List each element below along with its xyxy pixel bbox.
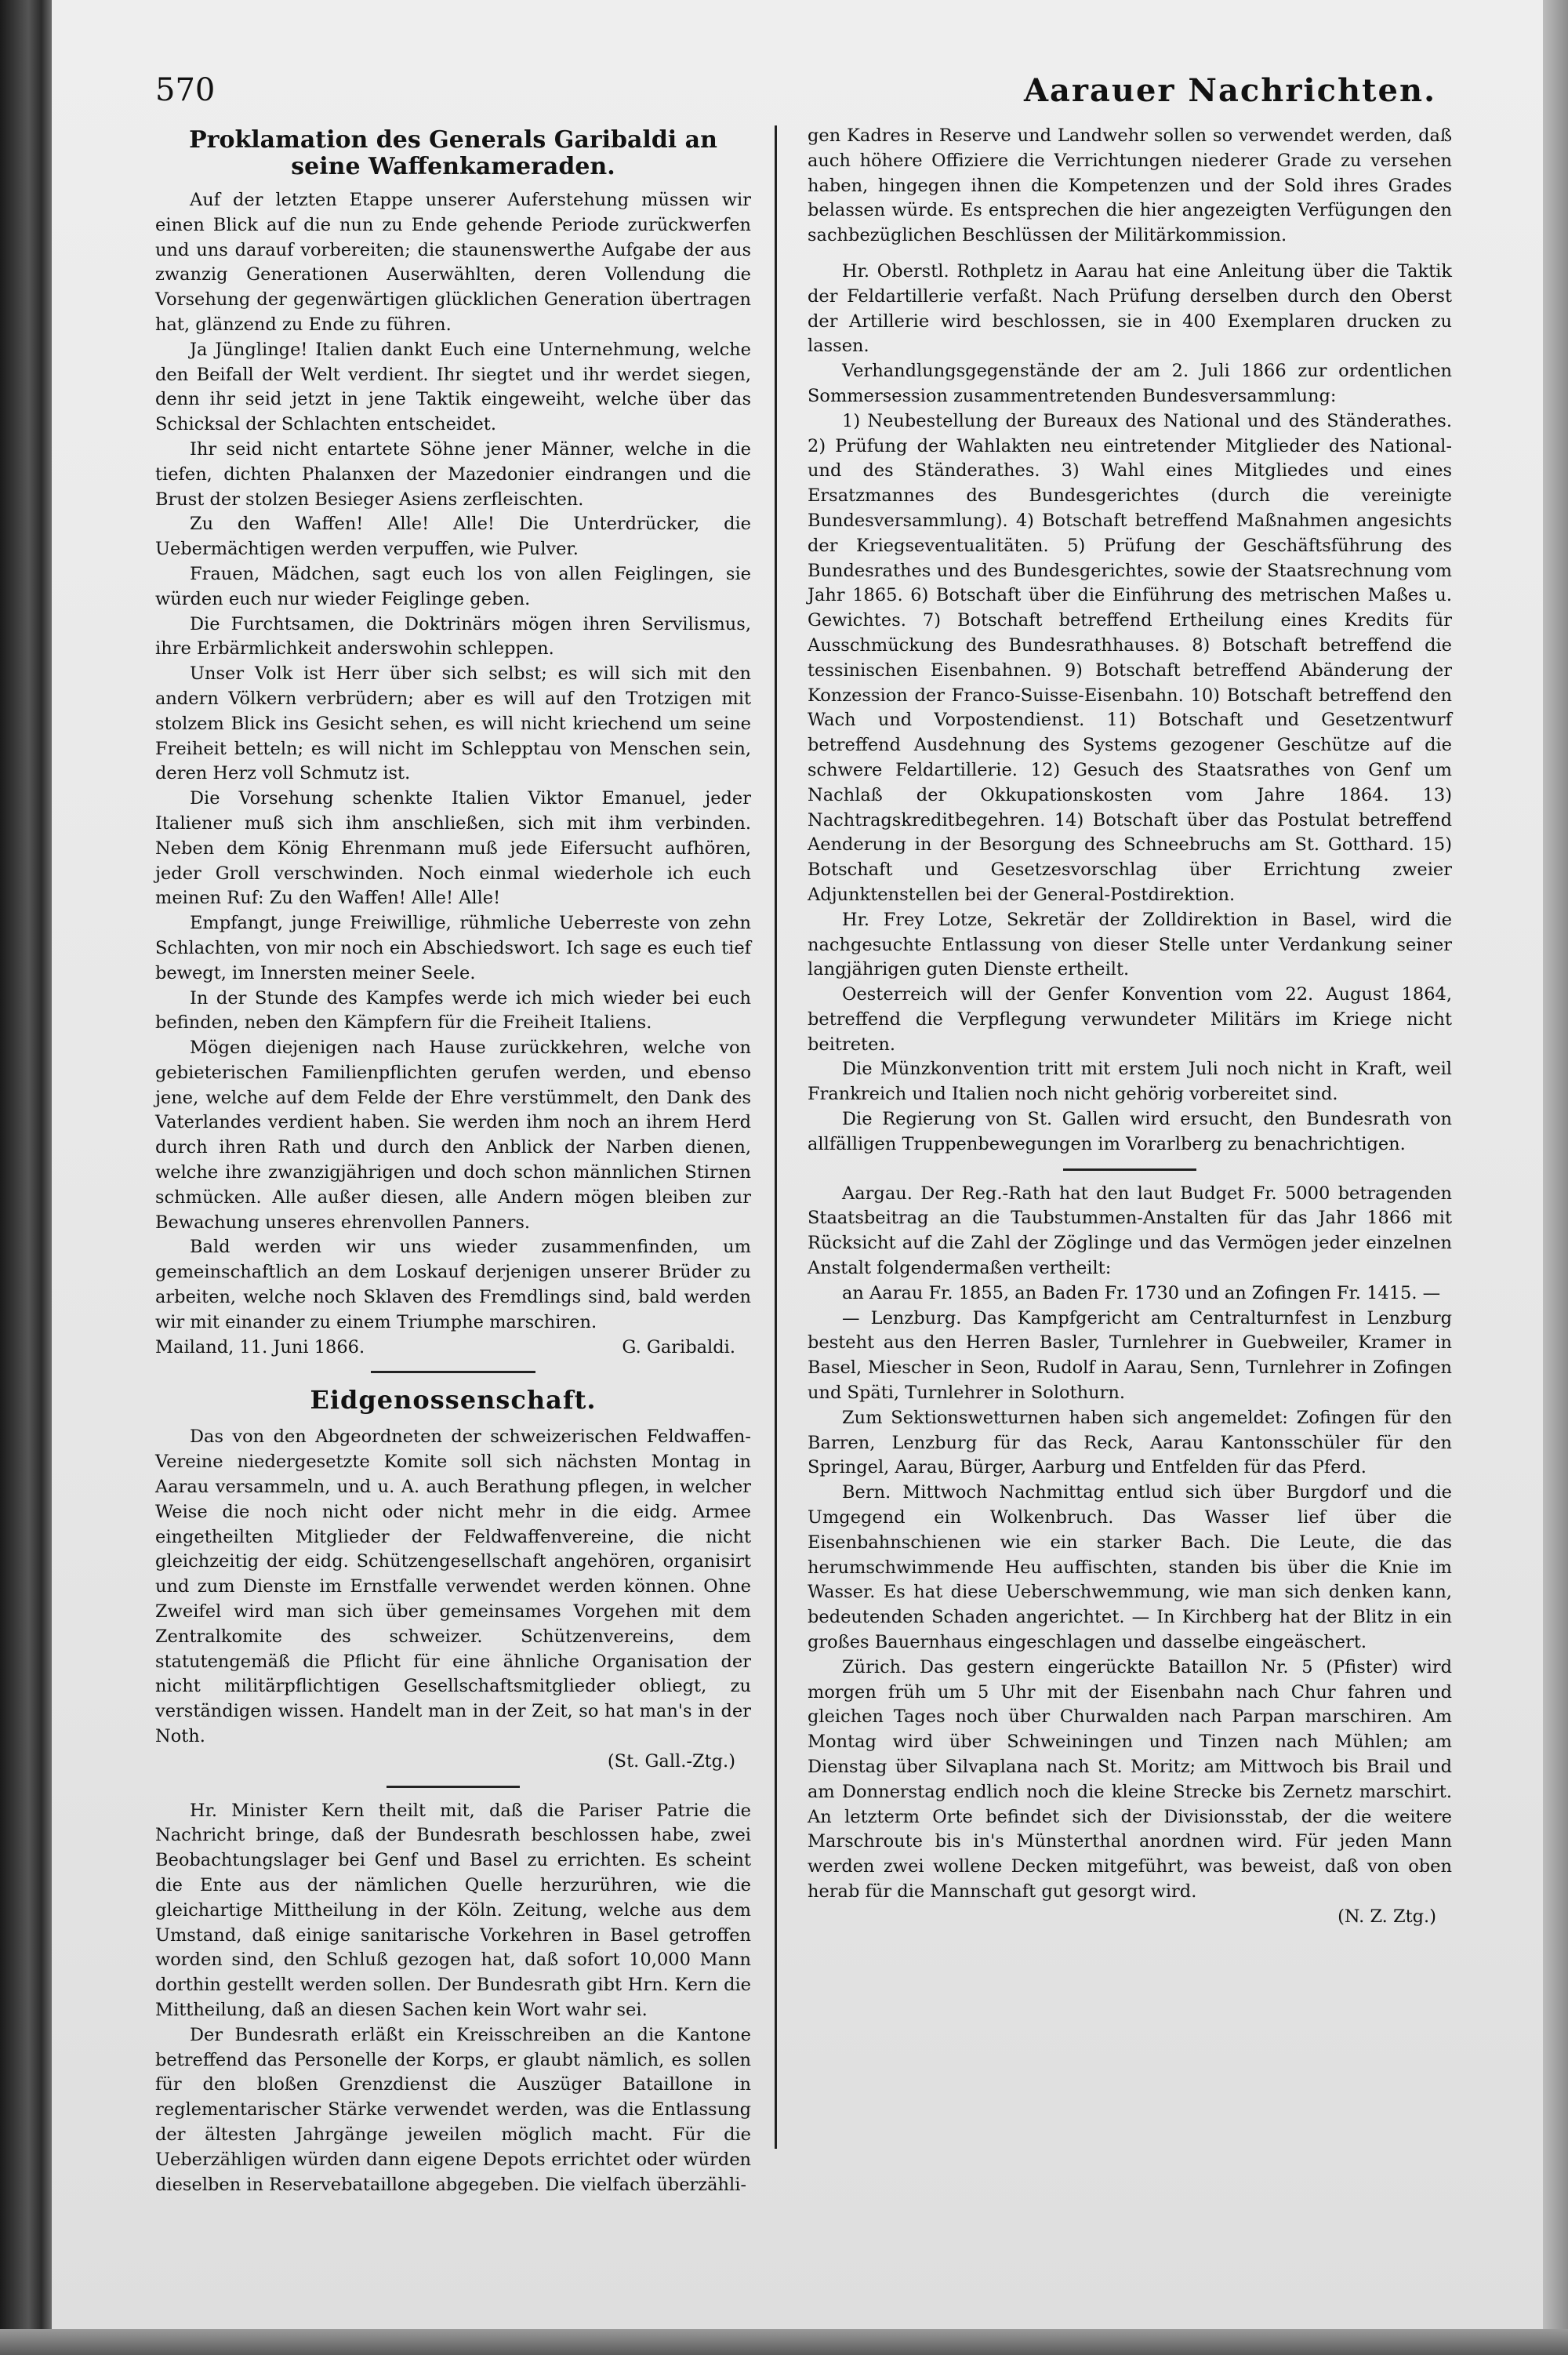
article-paragraph: Hr. Oberstl. Rothpletz in Aarau hat eine Anleitung über die Taktik der Feldartillerie verfaßt. Nach Prüfung derselben durch den Oberst der Artillerie wird beschlossen, sie in 400 Exemplaren drucken zu lassen. xyxy=(808,260,1452,357)
book-spine xyxy=(0,0,52,2355)
proclamation-paragraph: Zu den Waffen! Alle! Alle! Die Unterdrücker, die Uebermächtigen werden verpuffen, wie Pulver. xyxy=(155,514,751,560)
article-continuation: gen Kadres in Reserve und Landwehr sollen so verwendet werden, daß auch höhere Offiziere die Verrichtungen niederer Grade zu versehen haben, hingegen ihnen die Kompetenzen und der Sold ihres Grades belassen würde. Es entsprechen die hier angezeigten Verfügungen den sachbezüglichen Beschlüssen der Militärkommission. xyxy=(808,125,1452,246)
article-paragraph: Die Regierung von St. Gallen wird ersucht, den Bundesrath von allfälligen Truppenbewegungen im Vorarlberg zu benachrichtigen. xyxy=(808,1109,1452,1154)
masthead-title: Aarauer Nachrichten. xyxy=(1023,72,1436,109)
proclamation-paragraph: Unser Volk ist Herr über sich selbst; es will sich mit den andern Völkern verbrüdern; aber es will auf den Trotzigen mit stolzem Blick ins Gesicht sehen, es will nicht kriechend um seine Freiheit betteln; es will nicht im Schlepptau von Menschen sein, deren Herz voll Schmutz ist. xyxy=(155,663,751,784)
proclamation-heading: Proklamation des Generals Garibaldi an seine Waffenkameraden. xyxy=(189,126,717,180)
article-source: (N. Z. Ztg.) xyxy=(1338,1906,1436,1927)
article-paragraph: Der Bundesrath erläßt ein Kreisschreiben an die Kantone betreffend das Personelle der Korps, er glaubt nämlich, es sollen für den bloßen Grenzdienst die Auszüger Bataillone in reglementarischer Stärke verwendet werden, was die Entlassung der ältesten Jahrgänge jeweilen möglich macht. Für die Ueberzähligen würden dann eigene Depots errichtet oder würden dieselben in Reservebataillone abgegeben. Die vielfach überzähli- xyxy=(155,2024,751,2195)
article-paragraph-bern: Bern. Mittwoch Nachmittag entlud sich über Burgdorf und die Umgegend ein Wolkenbruch. Das Wasser lief über die Eisenbahnschienen wie ein starker Bach. Die Leute, die das herumschwimmende Heu auffischten, standen bis über die Knie im Wasser. Es hat diese Ueberschwemmung, wie man sich denken kann, bedeutenden Schaden angerichtet. — In Kirchberg hat der Blitz in ein großes Bauernhaus eingeschlagen und dasselbe eingeäschert. xyxy=(808,1482,1452,1653)
article-paragraph-zuerich: Zürich. Das gestern eingerückte Bataillon Nr. 5 (Pfister) wird morgen früh um 5 Uhr mit der Eisenbahn nach Chur fahren und gleichen Tages noch über Churwalden nach Parpan marschiren. Am Montag wird über Schweiningen und Tinzen nach Mühlen; am Dienstag über Silvaplana nach St. Moritz; am Mittwoch bis Brail und am Donnerstag endlich noch die kleine Strecke bis Zernetz marschirt. An letzterm Orte befindet sich der Divisionsstab, der die weitere Marschroute bis in's Münsterthal anordnen wird. Für jeden Mann werden zwei wollene Decken mitgeführt, was beweist, daß von oben herab für die Mannschaft gut gesorgt wird. xyxy=(808,1656,1452,1902)
proclamation-paragraph: Die Furchtsamen, die Doktrinärs mögen ihren Servilismus, ihre Erbärmlichkeit anderswohin schleppen. xyxy=(155,613,751,660)
page-bottom-edge xyxy=(0,2329,1568,2355)
proclamation-paragraph: Empfangt, junge Freiwillige, rühmliche Ueberreste von zehn Schlachten, von mir noch ein Abschiedswort. Ich sage es euch tief bewegt, im Innersten meiner Seele. xyxy=(155,913,751,983)
proclamation-paragraph: Mögen diejenigen nach Hause zurückkehren, welche von gebieterischen Familienpflichten gerufen werden, und ebenso jene, welche auf dem Felde der Ehre verstümmelt, den Dank des Vaterlandes verdient haben. Sie werden ihm noch an ihrem Herd durch ihren Rath und durch den Anblick der Narben dienen, welche ihre zwanzigjährigen und doch schon männlichen Stirnen schmücken. Alle außer diesen, alle Andern mögen bleiben zur Bewachung unseres ehrenvollen Panners. xyxy=(155,1038,751,1233)
article-paragraph: Hr. Frey Lotze, Sekretär der Zolldirektion in Basel, wird die nachgesuchte Entlassung von dieser Stelle unter Verdankung seiner langjährigen guten Dienste ertheilt. xyxy=(808,909,1452,980)
article-separator xyxy=(1063,1168,1196,1171)
article-paragraph: an Aarau Fr. 1855, an Baden Fr. 1730 und an Zofingen Fr. 1415. — xyxy=(842,1282,1441,1303)
right-column xyxy=(808,124,1452,1930)
proclamation-paragraph: Frauen, Mädchen, sagt euch los von allen Feiglingen, sie würden euch nur wieder Feiglinge geben. xyxy=(155,563,751,609)
page-number: 570 xyxy=(155,72,216,108)
agenda-list: 1) Neubestellung der Bureaux des National und des Ständerathes. 2) Prüfung der Wahlakten neu eintretender Mitglieder des National- und des Ständerathes. 3) Wahl eines Mitgliedes und eines Ersatzmannes des Bundesgerichtes (durch die vereinigte Bundesversammlung). 4) Botschaft betreffend Maßnahmen angesichts der Kriegseventualitäten. 5) Prüfung der Geschäftsführung des Bundesrathes und des Bundesgerichtes, sowie der Staatsrechnung vom Jahr 1865. 6) Botschaft über die Einführung des metrischen Maßes u. Gewichtes. 7) Botschaft betreffend Ertheilung eines Kredits für Ausschmückung des Bundesrathhauses. 8) Botschaft betreffend die tessinischen Eisenbahnen. 9) Botschaft betreffend Abänderung der Konzession der Franco-Suisse-Eisenbahn. 10) Botschaft betreffend den Wach und Vorpostendienst. 11) Botschaft und Gesetzentwurf betreffend Ausdehnung des Systems gezogener Geschütze auf die schwere Feldartillerie. 12) Gesuch des Staatsrathes von Genf um Nachlaß der Okkupationskosten vom Jahre 1864. 13) Nachtragskreditbegehren. 14) Botschaft über das Postulat betreffend Aenderung in der Besorgung des Schneebruchs am St. Gotthard. 15) Botschaft und Gesetzesvorschlag über Errichtung zweier Adjunktenstellen bei der General-Postdirektion. xyxy=(808,410,1452,905)
article-paragraph-lenzburg: — Lenzburg. Das Kampfgericht am Centralturnfest in Lenzburg besteht aus den Herren Basler, Turnlehrer in Guebweiler, Kramer in Basel, Miescher in Seon, Rudolf in Aarau, Senn, Turnlehrer in Zofingen und Späti, Turnlehrer in Solothurn. xyxy=(808,1307,1452,1404)
page-outer-edge xyxy=(1543,0,1568,2355)
article-paragraph-aargau: Aargau. Der Reg.-Rath hat den laut Budget Fr. 5000 betragenden Staatsbeitrag an die Taubstummen-Anstalten für das Jahr 1866 mit Rücksicht auf die Zahl der Zöglinge und das Vermögen jeder einzelnen Anstalt folgendermaßen vertheilt: xyxy=(808,1183,1452,1279)
left-column xyxy=(155,124,751,2197)
section-heading-eidgenossenschaft: Eidgenossenschaft. xyxy=(310,1385,597,1416)
article-source: (St. Gall.-Ztg.) xyxy=(607,1750,735,1772)
article-paragraph: Hr. Minister Kern theilt mit, daß die Pariser Patrie die Nachricht bringe, daß der Bundesrath beschlossen habe, zwei Beobachtungslager bei Genf und Basel zu errichten. Es scheint die Ente aus der nämlichen Quelle herzurühren, wie die gleichartige Mittheilung in der Köln. Zeitung, welche aus dem Umstand, daß einige sanitarische Vorkehren in Basel getroffen worden sind, den Schluß gezogen hat, daß sofort 10,000 Mann dorthin gestellt werden sollen. Der Bundesrath gibt Hrn. Kern die Mittheilung, daß an diesen Sachen kein Wort wahr sei. xyxy=(155,1800,751,2020)
proclamation-paragraph: Ja Jünglinge! Italien dankt Euch eine Unternehmung, welche den Beifall der Welt verdient. Ihr siegtet und ihr werdet siegen, denn ihr seid jetzt in jene Taktik eingeweiht, welche über das Schicksal der Schlachten entscheidet. xyxy=(155,339,751,435)
article-separator xyxy=(387,1786,520,1788)
proclamation-signature-line xyxy=(155,1336,751,1361)
article-paragraph: Oesterreich will der Genfer Konvention vom 22. August 1864, betreffend die Verpflegung verwundeter Militärs im Kriege nicht beitreten. xyxy=(808,984,1452,1055)
proclamation-paragraph: Die Vorsehung schenkte Italien Viktor Emanuel, jeder Italiener muß sich ihm anschließen, sich mit ihm verbinden. Neben dem König Ehrenmann muß jede Eifersucht aufhören, jeder Groll verschwinden. Noch einmal wiederhole ich euch meinen Ruf: Zu den Waffen! Alle! Alle! xyxy=(155,788,751,909)
place-date: Mailand, 11. Juni 1866. xyxy=(155,1336,365,1357)
article-paragraph: Die Münzkonvention tritt mit erstem Juli noch nicht in Kraft, weil Frankreich und Italien noch nicht gehörig vorbereitet sind. xyxy=(808,1059,1452,1105)
article-paragraph: Zum Sektionswetturnen haben sich angemeldet: Zofingen für den Barren, Lenzburg für das Reck, Aarau Kantonsschüler für den Springel, Aarau, Bürger, Aarburg und Entfelden für das Pferd. xyxy=(808,1407,1452,1478)
article-paragraph: Das von den Abgeordneten der schweizerischen Feldwaffen-Vereine niedergesetzte Komite soll sich nächsten Montag in Aarau versammeln, und u. A. auch Berathung pflegen, in welcher Weise die noch nicht oder nicht mehr in die eidg. Armee eingetheilten Mitglieder der Feldwaffenvereine, die nicht gleichzeitig der eidg. Schützengesellschaft angehören, organisirt und zum Dienste im Ernstfalle verwendet werden können. Ohne Zweifel wird man sich über gemeinsames Vorgehen mit dem Zentralkomite des schweizer. Schützenvereins, dem statutengemäß die Pflicht für eine ähnliche Organisation der nicht militärpflichtigen Gesellschaftsmitglieder obliegt, zu verständigen wissen. Handelt man in der Zeit, so hat man's in der Noth. xyxy=(155,1426,751,1747)
proclamation-paragraph: Ihr seid nicht entartete Söhne jener Männer, welche in die tiefen, dichten Phalanxen der Mazedonier eindrangen und die Brust der stolzen Besieger Asiens zerfleischten. xyxy=(155,438,751,510)
proclamation-paragraph: In der Stunde des Kampfes werde ich mich wieder bei euch befinden, neben den Kämpfern für die Freiheit Italiens. xyxy=(155,987,751,1034)
section-separator xyxy=(371,1371,535,1373)
proclamation-paragraph: Auf der letzten Etappe unserer Auferstehung müssen wir einen Blick auf die nun zu Ende gehende Periode zurückwerfen und uns darauf vorbereiten; die staunenswerthe Aufgabe der aus zwanzig Generationen Auserwählten, deren Vollendung die Vorsehung der gegenwärtigen glücklichen Generation übertragen hat, glänzend zu Ende zu führen. xyxy=(155,190,751,335)
article-paragraph: Verhandlungsgegenstände der am 2. Juli 1866 zur ordentlichen Sommersession zusammentretenden Bundesversammlung: xyxy=(808,361,1452,406)
proclamation-paragraph: Bald werden wir uns wieder zusammenfinden, um gemeinschaftlich an dem Loskauf derjenigen unserer Brüder zu arbeiten, welche noch Sklaven des Fremdlings sind, bald werden wir mit einander zu einem Triumphe marschiren. xyxy=(155,1237,751,1332)
signature: G. Garibaldi. xyxy=(622,1336,735,1357)
column-divider xyxy=(775,125,777,2149)
